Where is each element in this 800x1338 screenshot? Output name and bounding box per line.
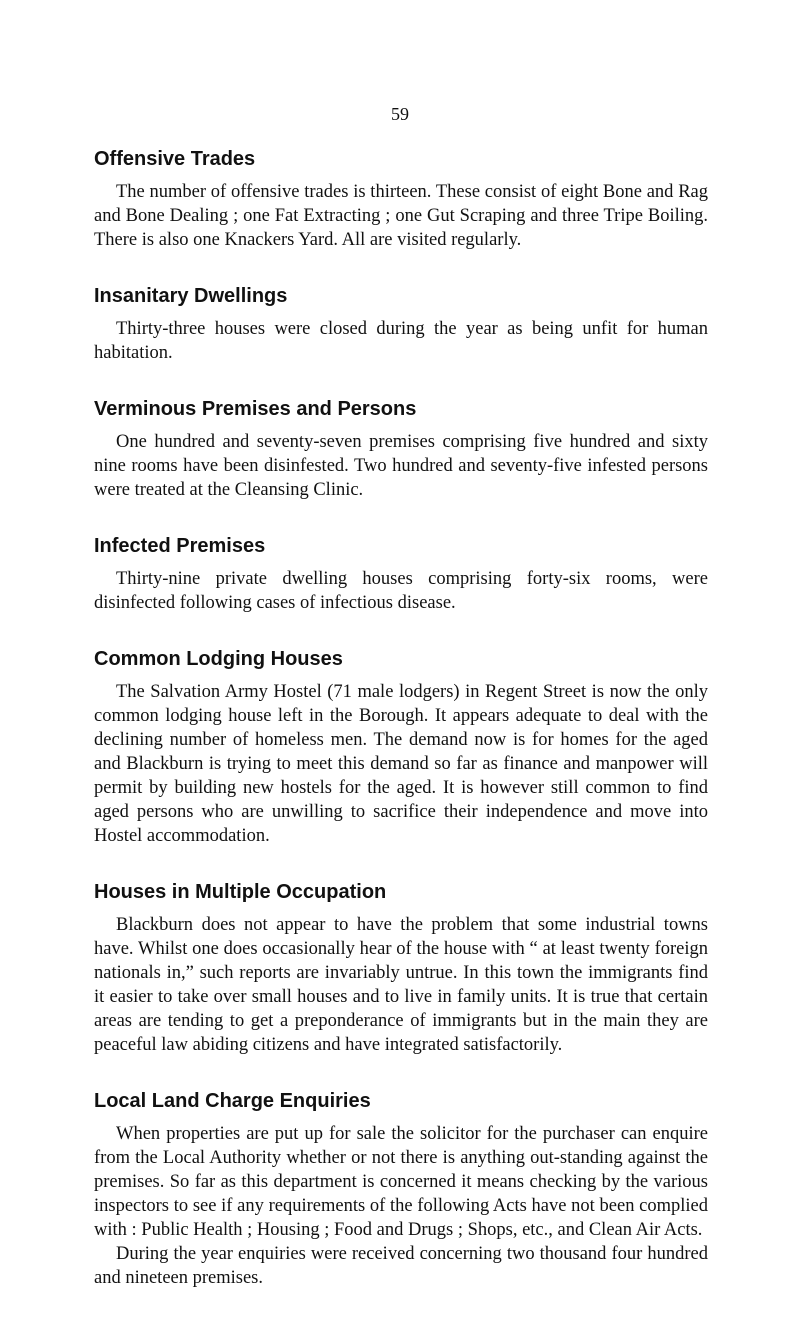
section-insanitary-dwellings xyxy=(94,283,708,365)
section-offensive-trades xyxy=(94,146,708,252)
section-multiple-occupation xyxy=(94,879,708,1057)
section-land-charge-enquiries xyxy=(94,1088,708,1290)
section-paragraph: The Salvation Army Hostel (71 male lodgers) in Regent Street is now the only common lodging house left in the Borough. It appears adequate to deal with the declining number of homeless men. The demand now is for homes for the aged and Blackburn is trying to meet this demand so far as finance and manpower will permit by building new hostels for the aged. It is however still common to find aged persons who are unwilling to sacrifice their independence and move into Hostel accommodation. xyxy=(94,682,708,846)
section-paragraph: Thirty-nine private dwelling houses comprising forty-six rooms, were disinfected following cases of infectious disease. xyxy=(94,569,708,613)
section-paragraph: The number of offensive trades is thirteen. These consist of eight Bone and Rag and Bone Dealing ; one Fat Extracting ; one Gut Scraping and three Tripe Boiling. There is also one Knackers Yard. All are visited regularly. xyxy=(94,182,708,250)
section-heading: Verminous Premises and Persons xyxy=(94,398,417,420)
section-paragraph: Thirty-three houses were closed during the year as being unfit for human habitation. xyxy=(94,319,708,363)
section-paragraph: When properties are put up for sale the solicitor for the purchaser can enquire from the Local Authority whether or not there is anything out-standing against the premises. So far as this department is concerned it means checking by the various inspectors to see if any requirements of the following Acts have not been complied with : Public Health ; Housing ; Food and Drugs ; Shops, etc., and Clean Air Acts. xyxy=(94,1124,708,1240)
section-heading: Insanitary Dwellings xyxy=(94,285,288,307)
document-body xyxy=(94,146,708,1321)
section-heading: Houses in Multiple Occupation xyxy=(94,881,387,903)
section-heading: Infected Premises xyxy=(94,535,266,557)
section-common-lodging-houses xyxy=(94,646,708,848)
section-heading: Common Lodging Houses xyxy=(94,648,343,670)
section-heading: Offensive Trades xyxy=(94,148,256,170)
section-paragraph: During the year enquiries were received concerning two thousand four hundred and nineteen premises. xyxy=(94,1244,708,1288)
section-paragraph: One hundred and seventy-seven premises comprising five hundred and sixty nine rooms have been disinfested. Two hundred and seventy-five infested persons were treated at the Cleansing Clinic. xyxy=(94,432,708,500)
page-number: 59 xyxy=(391,104,409,124)
section-infected-premises xyxy=(94,533,708,615)
section-paragraph: Blackburn does not appear to have the problem that some industrial towns have. Whilst one does occasionally hear of the house with “ at least twenty foreign nationals in,” such reports are invariably untrue. In this town the immigrants find it easier to take over small houses and to live in family units. It is true that certain areas are tending to get a preponderance of immigrants but in the main they are peaceful law abiding citizens and have integrated satisfactorily. xyxy=(94,915,708,1055)
section-verminous-premises xyxy=(94,396,708,502)
section-heading: Local Land Charge Enquiries xyxy=(94,1090,371,1112)
